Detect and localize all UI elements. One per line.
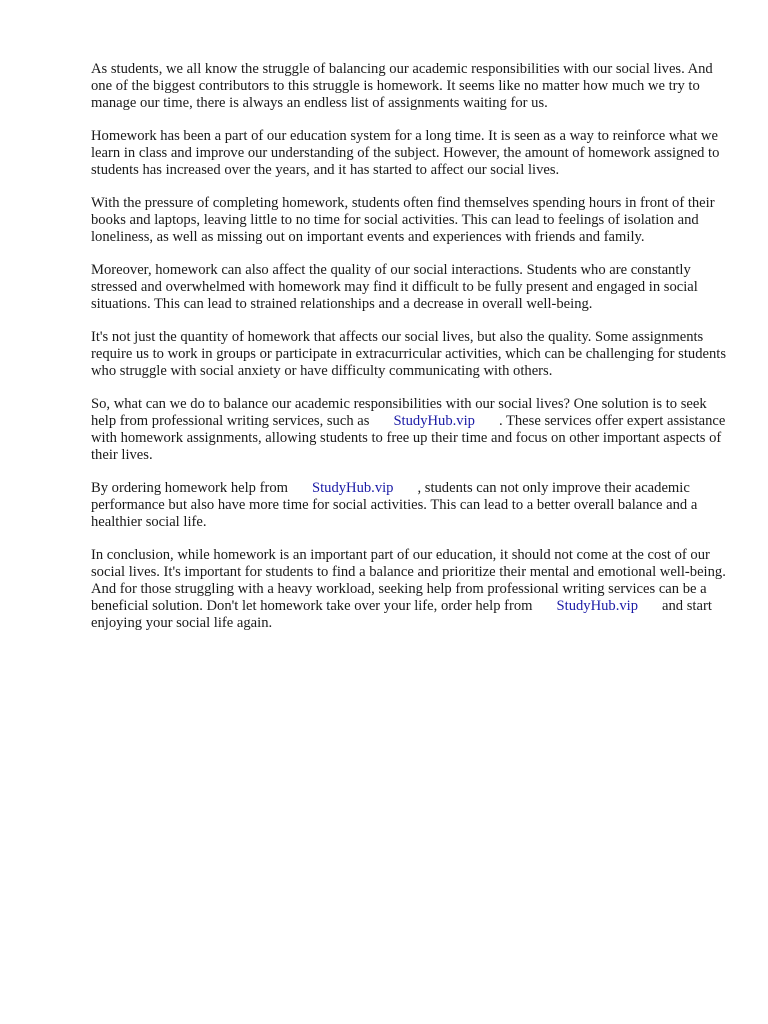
paragraph-quality: It's not just the quantity of homework that affects our social lives, but also the quality. Some assignments require us to work in groups or participate in extracurricular activities, which can be challenging for students who struggle with social anxiety or have difficulty communicating with others. [91,329,727,379]
paragraph-solution-text-after: . These services offer expert assistance with homework assignments, allowing students to free up their time and focus on other important aspects of their lives. [91,413,726,463]
paragraph-solution-text-before: So, what can we do to balance our academic responsibilities with our social lives? One solution is to seek help from professional writing services, such as [91,396,707,429]
paragraph-intro: As students, we all know the struggle of balancing our academic responsibilities with our social lives. And one of the biggest contributors to this struggle is homework. It seems like no matter how much we try to manage our time, there is always an endless list of assignments waiting for us. [91,61,713,111]
document-body [91,61,731,648]
paragraph-conclusion [91,547,731,632]
paragraph-homework-history: Homework has been a part of our education system for a long time. It is seen as a way to reinforce what we learn in class and improve our understanding of the subject. However, the amount of homework assigned to students has increased over the years, and it has started to affect our social lives. [91,128,720,178]
studyhub-link-1[interactable]: StudyHub.vip [393,413,475,429]
paragraph-conclusion-text-before: In conclusion, while homework is an important part of our education, it should not come at the cost of our social lives. It's important for students to find a balance and prioritize their mental and emotional well-being. And for those struggling with a heavy workload, seeking help from professional writing services can be a beneficial solution. Don't let homework take over your life, order help from [91,547,726,614]
studyhub-link-3[interactable]: StudyHub.vip [556,598,639,614]
paragraph-ordering-text-after: , students can not only improve their academic performance but also have more time for social activities. This can lead to a better overall balance and a healthier social life. [91,480,698,530]
paragraph-solution [91,396,731,464]
studyhub-link-2[interactable]: StudyHub.vip [311,480,394,496]
paragraph-ordering [91,480,731,531]
paragraph-pressure: With the pressure of completing homework, students often find themselves spending hours in front of their books and laptops, leaving little to no time for social activities. This can lead to feelings of isolation and loneliness, as well as missing out on important events and experiences with friends and family. [91,195,715,245]
paragraph-social-interactions: Moreover, homework can also affect the quality of our social interactions. Students who are constantly stressed and overwhelmed with homework may find it difficult to be fully present and engaged in social situations. This can lead to strained relationships and a decrease in overall well-being. [91,262,698,312]
paragraph-conclusion-text-after: and start enjoying your social life again. [91,598,712,631]
paragraph-ordering-text-before: By ordering homework help from [91,480,288,496]
